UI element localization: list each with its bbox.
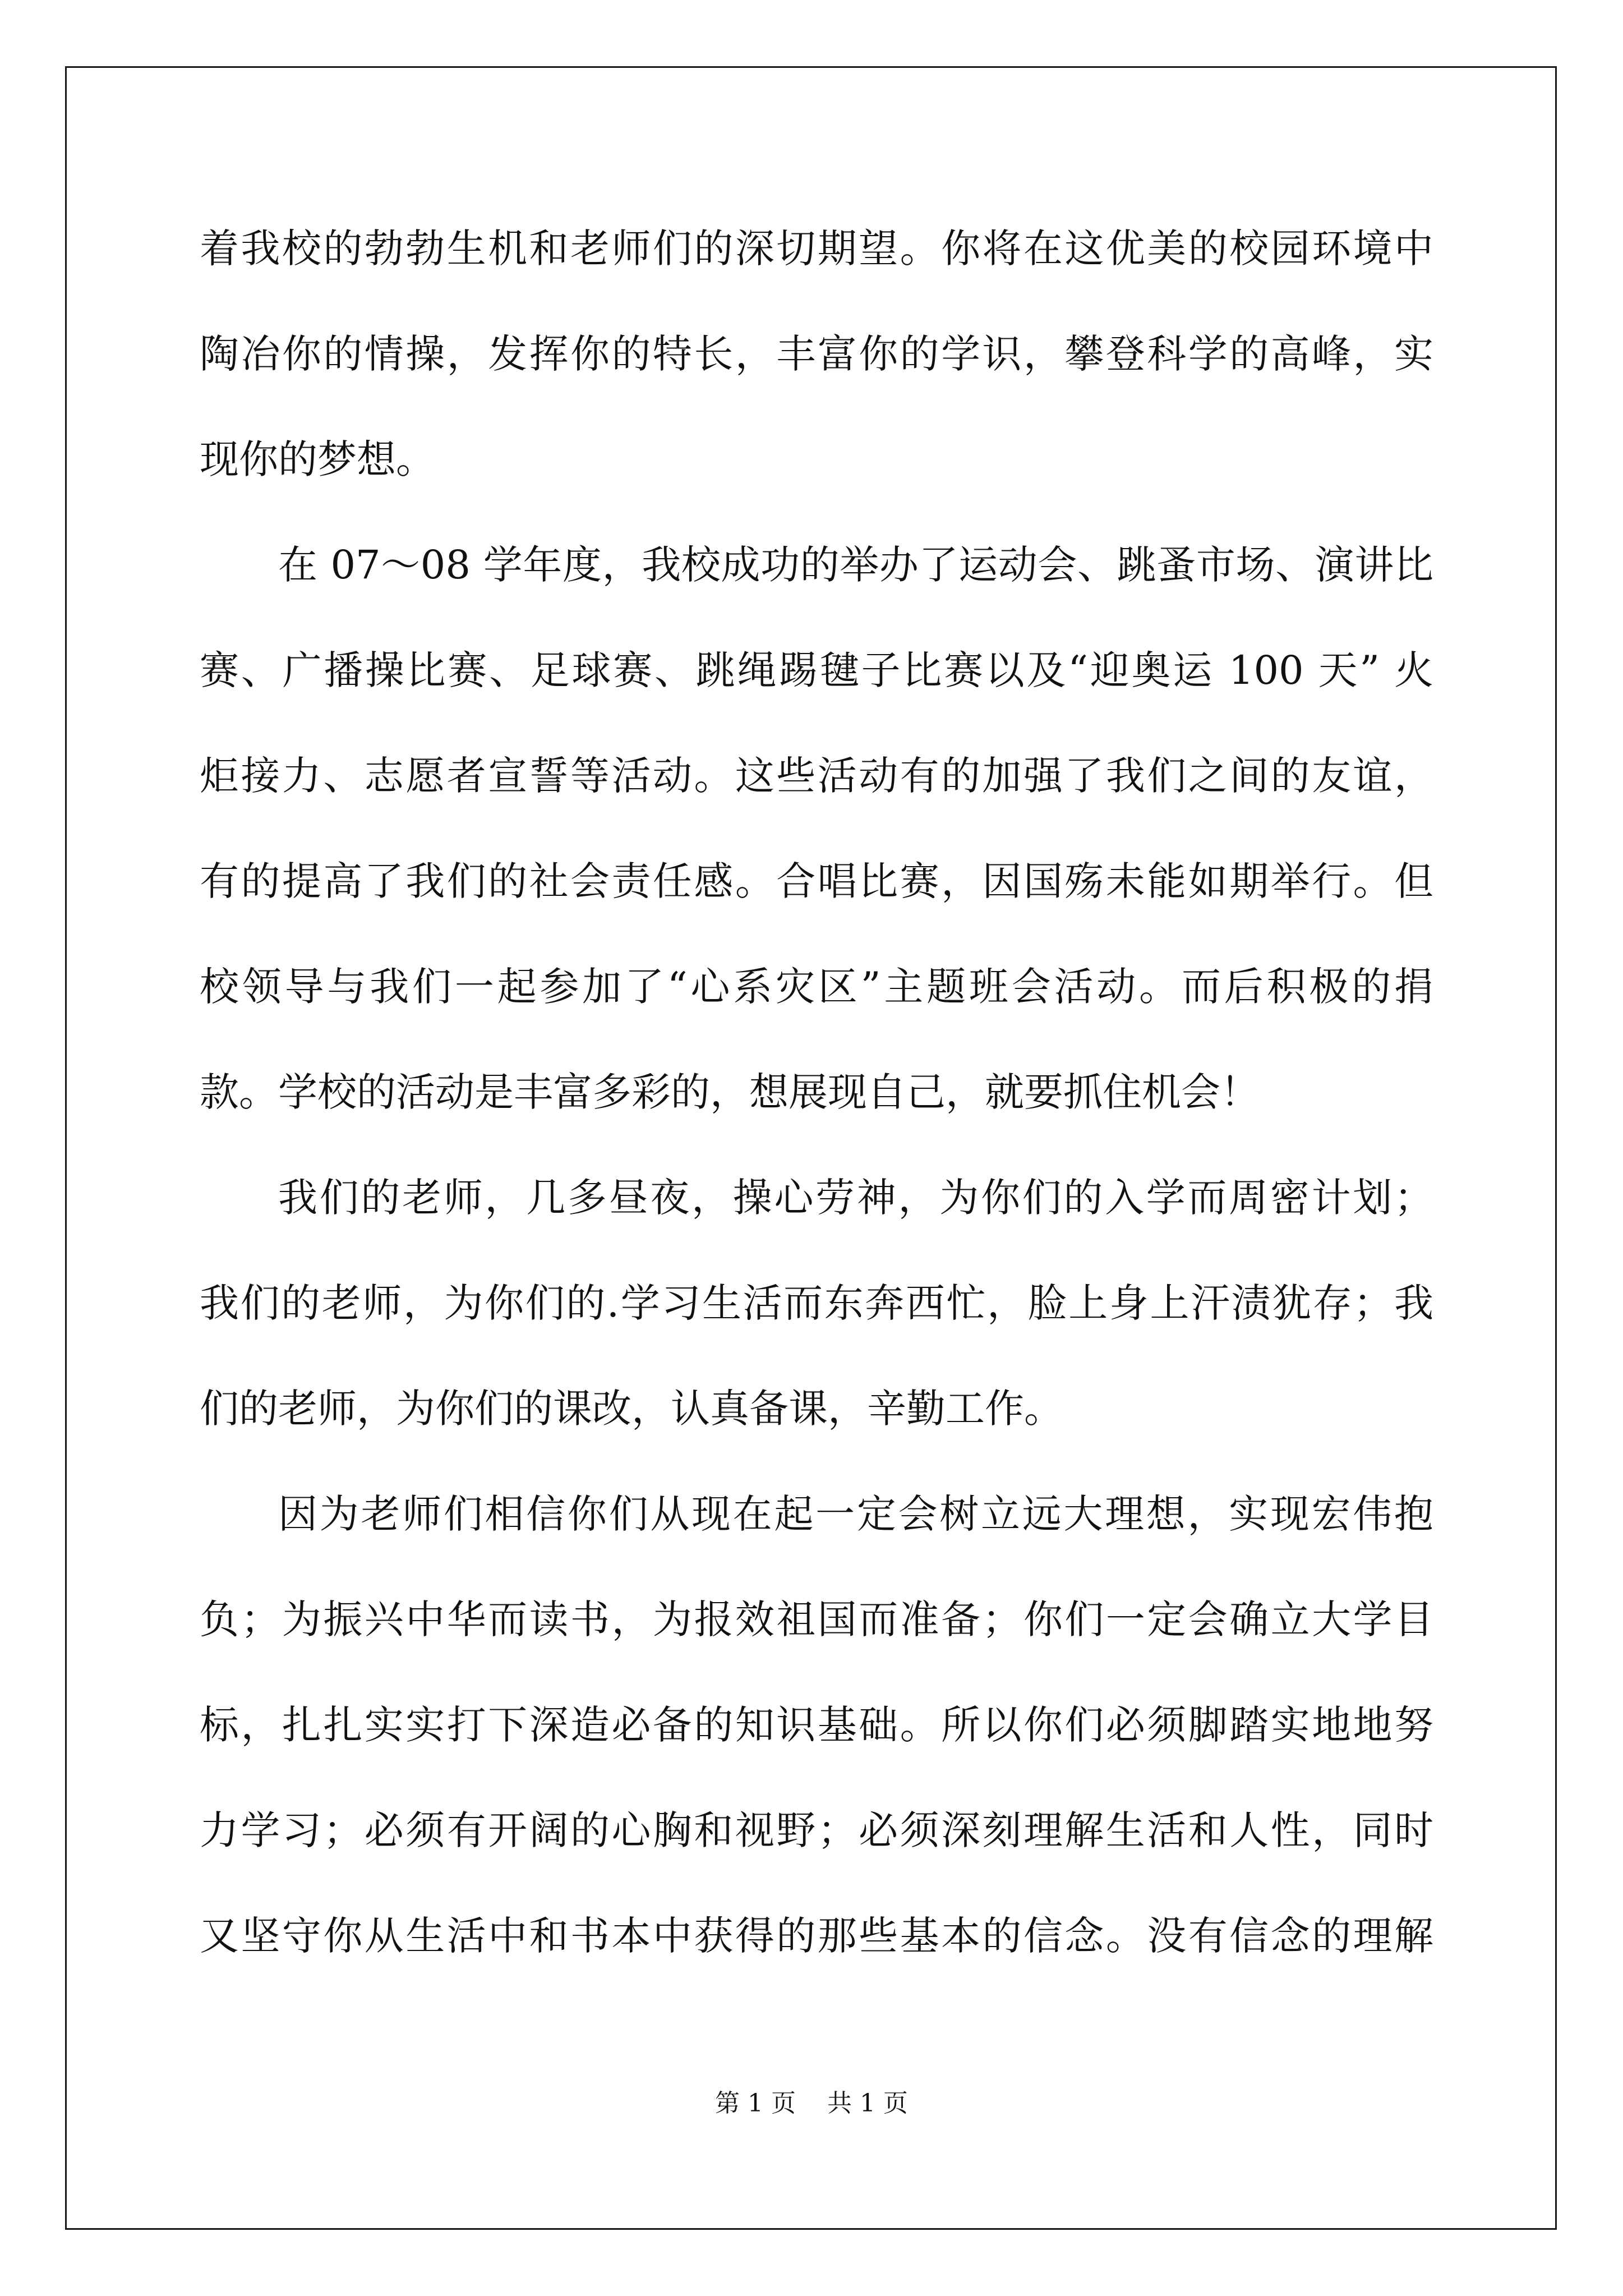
paragraph bbox=[200, 218, 1433, 534]
text-line: 有的提高了我们的社会责任感。合唱比赛，因国殇未能如期举行。但 bbox=[200, 858, 1433, 904]
text-line: 们的老师，为你们的课改，认真备课，辛勤工作。 bbox=[200, 1386, 1063, 1432]
text-line: 负；为振兴中华而读书，为报效祖国而准备；你们一定会确立大学目 bbox=[200, 1596, 1433, 1642]
text-line: 着我校的勃勃生机和老师们的深切期望。你将在这优美的校园环境中 bbox=[200, 226, 1433, 272]
text-line: 校领导与我们一起参加了“心系灾区”主题班会活动。而后积极的捐 bbox=[200, 964, 1433, 1010]
page-number: 第 1 页 bbox=[715, 2089, 796, 2118]
text-line: 力学习；必须有开阔的心胸和视野；必须深刻理解生活和人性，同时 bbox=[200, 1807, 1433, 1853]
text-line: 在 07～08 学年度，我校成功的举办了运动会、跳蚤市场、演讲比 bbox=[278, 542, 1433, 588]
page-footer bbox=[0, 2087, 1623, 2120]
text-line: 又坚守你从生活中和书本中获得的那些基本的信念。没有信念的理解 bbox=[200, 1913, 1433, 1959]
text-line: 我们的老师，为你们的.学习生活而东奔西忙，脸上身上汗渍犹存；我 bbox=[200, 1280, 1433, 1326]
paragraph bbox=[200, 1167, 1433, 1483]
text-line: 标，扎扎实实打下深造必备的知识基础。所以你们必须脚踏实地地努 bbox=[200, 1702, 1433, 1748]
text-line: 炬接力、志愿者宣誓等活动。这些活动有的加强了我们之间的友谊， bbox=[200, 753, 1433, 799]
text-line: 因为老师们相信你们从现在起一定会树立远大理想，实现宏伟抱 bbox=[278, 1491, 1433, 1537]
text-line: 现你的梦想。 bbox=[200, 436, 435, 482]
paragraph bbox=[200, 534, 1433, 1167]
document-body bbox=[200, 218, 1433, 2010]
text-line: 陶冶你的情操，发挥你的特长，丰富你的学识，攀登科学的高峰，实 bbox=[200, 331, 1433, 377]
text-line: 赛、广播操比赛、足球赛、跳绳踢毽子比赛以及“迎奥运 100 天” 火 bbox=[200, 647, 1433, 693]
text-line: 款。学校的活动是丰富多彩的，想展现自己，就要抓住机会！ bbox=[200, 1069, 1260, 1115]
text-line: 我们的老师，几多昼夜，操心劳神，为你们的入学而周密计划； bbox=[278, 1175, 1433, 1221]
page-total: 共 1 页 bbox=[827, 2089, 908, 2118]
paragraph bbox=[200, 1483, 1433, 2010]
